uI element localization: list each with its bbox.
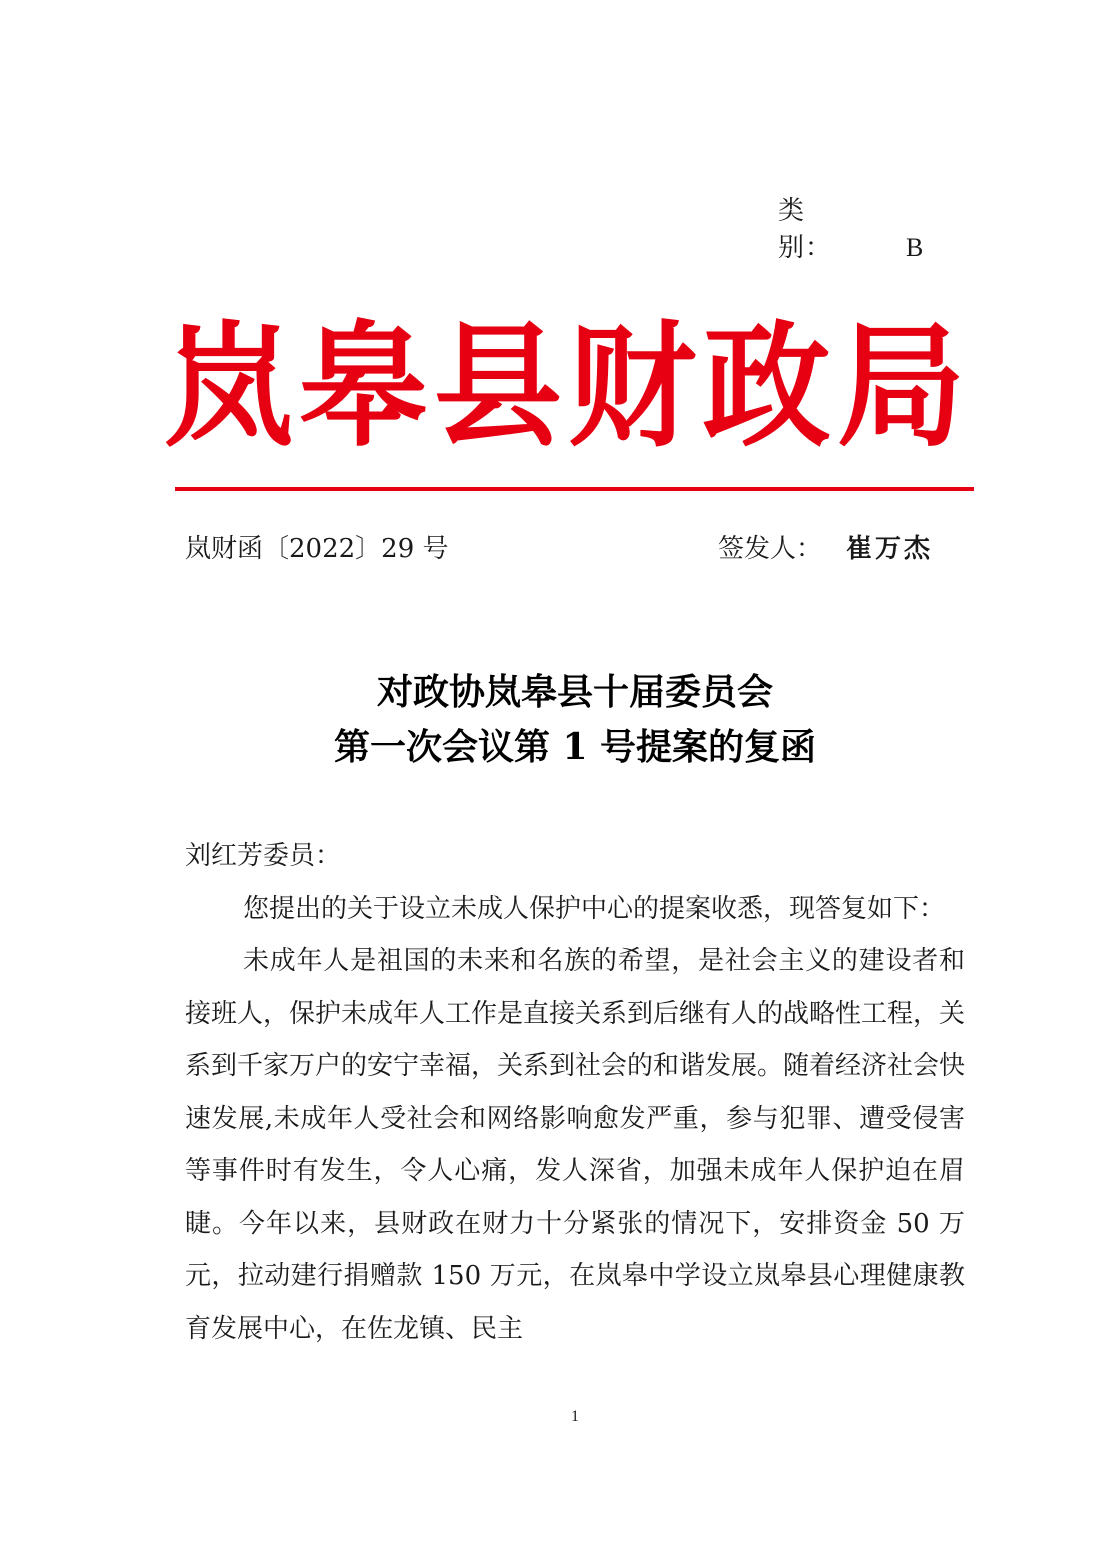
- issuer-char: 皋: [299, 308, 428, 466]
- red-divider: [175, 487, 974, 491]
- title-line-2: 第一次会议第 1 号提案的复函: [333, 726, 817, 768]
- signer-label: 签发人：: [718, 534, 823, 564]
- issuer-char: 岚: [165, 308, 294, 466]
- document-title: [0, 665, 1102, 775]
- title-line-1: 对政协岚皋县十届委员会: [376, 671, 773, 713]
- category-line: [778, 190, 924, 264]
- issuer-char: 局: [836, 308, 965, 466]
- document-body: [185, 830, 965, 1355]
- issuer-name: [165, 308, 965, 466]
- page-number: 1: [571, 1408, 579, 1425]
- issuer-char: 财: [568, 308, 697, 466]
- category-value: B: [906, 233, 925, 262]
- issuer-char: 县: [433, 308, 562, 466]
- category-label: 类 别：: [778, 196, 860, 263]
- salutation: 刘红芳委员：: [185, 841, 342, 871]
- signer-line: [718, 528, 933, 565]
- signer-name: 崔万杰: [846, 534, 934, 564]
- issuer-char: 政: [702, 308, 831, 466]
- body-paragraph: 未成年人是祖国的未来和名族的希望，是社会主义的建设者和接班人，保护未成年人工作是直接关系到后继有人的战略性工程，关系到千家万户的安宁幸福，关系到社会的和谐发展。随着经济社会快速发展,未成年人受社会和网络影响愈发严重，参与犯罪、遭受侵害等事件时有发生，令人心痛，发人深省，加强未成年人保护迫在眉睫。今年以来，县财政在财力十分紧张的情况下，安排资金 50 万元，拉动建行捐赠款 150 万元，在岚皋中学设立岚皋县心理健康教育发展中心，在佐龙镇、民主: [185, 946, 966, 1344]
- body-paragraph: 您提出的关于设立未成人保护中心的提案收悉，现答复如下：: [243, 893, 946, 924]
- document-number: 岚财函〔2022〕29 号: [185, 534, 449, 564]
